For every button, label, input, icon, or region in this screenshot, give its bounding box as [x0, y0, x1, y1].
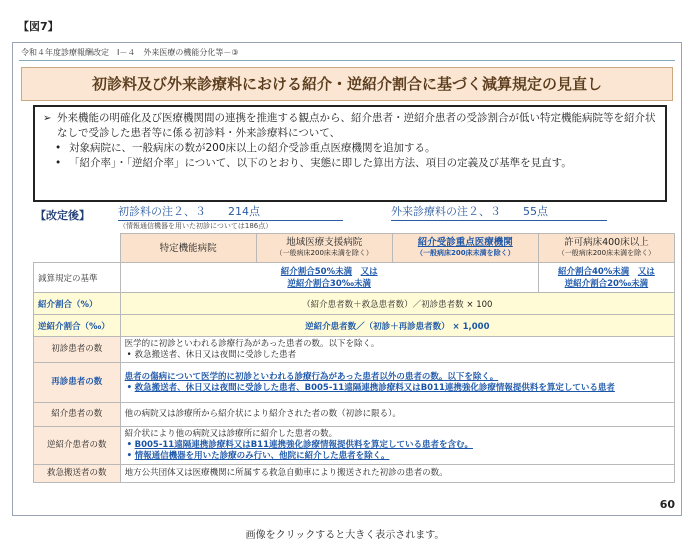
summary-paragraph: ➢ 外来機能の明確化及び医療機関間の連携を推進する観点から、紹介患者・逆紹介患者の受診割合が低い特定機能病院等を紹介状なしで受診した患者等に係る初診料・外来診療料について、: [43, 111, 657, 141]
summary-bullet-2: • 「紹介率」・「逆紹介率」について、以下のとおり、実態に即した算出方法、項目の定義及び基準を見直す。: [43, 156, 657, 171]
def-value-gyaku: 紹介状により他の病院又は診療所に紹介した患者の数。 • B005-11遠隔連携診療料又はB11連携強化診療情報提供料を算定している患者を含む。 • 情報通信機器を用いた診療のみ行い、他院に紹介した患者を除く。: [120, 427, 674, 465]
def-key-shoshin: 初診患者の数: [34, 337, 121, 363]
table-row-shokai: [34, 293, 675, 315]
gairai-fee: 外来診療料の注２、３ 55点: [391, 203, 607, 221]
slide-image[interactable]: [12, 42, 682, 516]
def-row-shoshin: [34, 337, 675, 363]
row-label-shokai: 紹介割合（%）: [34, 293, 121, 315]
def-row-kyukyu: [34, 465, 675, 483]
def-row-gyaku: [34, 427, 675, 465]
def-value-shoshin: 医学的に初診といわれる診療行為があった患者の数。以下を除く。 • 救急搬送者、休日又は夜間に受診した患者: [120, 337, 674, 363]
def-key-saishin: 再診患者の数: [34, 363, 121, 403]
figure-label: 【図7】: [18, 20, 59, 33]
header-divider: [19, 60, 675, 61]
header-400: 許可病床400床以上 （一般病床200床未満を除く）: [538, 234, 674, 263]
row-label-gensan: 減算規定の基準: [34, 263, 121, 293]
summary-box: [33, 105, 667, 202]
page-number: 60: [659, 498, 675, 511]
header-blank: [34, 234, 121, 263]
row-label-gyaku: 逆紹介割合（‰）: [34, 315, 121, 337]
slide-title: 初診料及び外来診療料における紹介・逆紹介割合に基づく減算規定の見直し: [21, 67, 673, 101]
def-value-kyukyu: 地方公共団体又は医療機関に所属する救急自動車により搬送された初診の患者の数。: [120, 465, 674, 483]
header-chiiki: 地域医療支援病院 （一般病床200床未満を除く）: [256, 234, 392, 263]
slide-header-line: 令和４年度診療報酬改定 Ⅰ－４ 外来医療の機能分化等－③: [21, 48, 239, 57]
table-row-gensan: [34, 263, 675, 293]
def-row-saishin: [34, 363, 675, 403]
def-value-saishin: 患者の傷病について医学的に初診といわれる診療行為があった患者以外の患者の数。以下を除く。 • 救急搬送者、休日又は夜間に受診した患者、B005-11遠隔連携診療料又はB011連携強化診療情報提供料を算定している患者: [120, 363, 674, 403]
image-caption: 画像をクリックすると大きく表示されます。: [245, 530, 445, 541]
summary-bullet-1: • 対象病院に、一般病床の数が200床以上の紹介受診重点医療機関を追加する。: [43, 141, 657, 156]
header-shokai-juten: 紹介受診重点医療機関 （一般病床200床未満を除く）: [392, 234, 538, 263]
revision-label: 【改定後】: [35, 209, 90, 222]
criteria-table: [33, 233, 675, 483]
shoshin-fee: 初診料の注２、３ 214点: [118, 203, 343, 221]
table-header-row: [34, 234, 675, 263]
def-key-kyukyu: 救急搬送者の数: [34, 465, 121, 483]
gensan-criteria-b: 紹介割合40%未満 又は 逆紹介割合20‰未満: [538, 263, 674, 293]
def-value-shokai: 他の病院又は診療所から紹介状により紹介された者の数（初診に限る）。: [120, 403, 674, 427]
telemedicine-note: （情報通信機器を用いた初診については186点）: [119, 222, 273, 230]
table-row-gyaku: [34, 315, 675, 337]
def-key-gyaku: 逆紹介患者の数: [34, 427, 121, 465]
def-key-shokai: 紹介患者の数: [34, 403, 121, 427]
gyaku-formula: 逆紹介患者数／（初診＋再診患者数） × 1,000: [120, 315, 674, 337]
def-row-shokai: [34, 403, 675, 427]
gensan-criteria-a: 紹介割合50%未満 又は 逆紹介割合30‰未満: [120, 263, 538, 293]
shokai-formula: （紹介患者数＋救急患者数）／初診患者数 × 100: [120, 293, 674, 315]
header-tokutei: 特定機能病院: [120, 234, 256, 263]
